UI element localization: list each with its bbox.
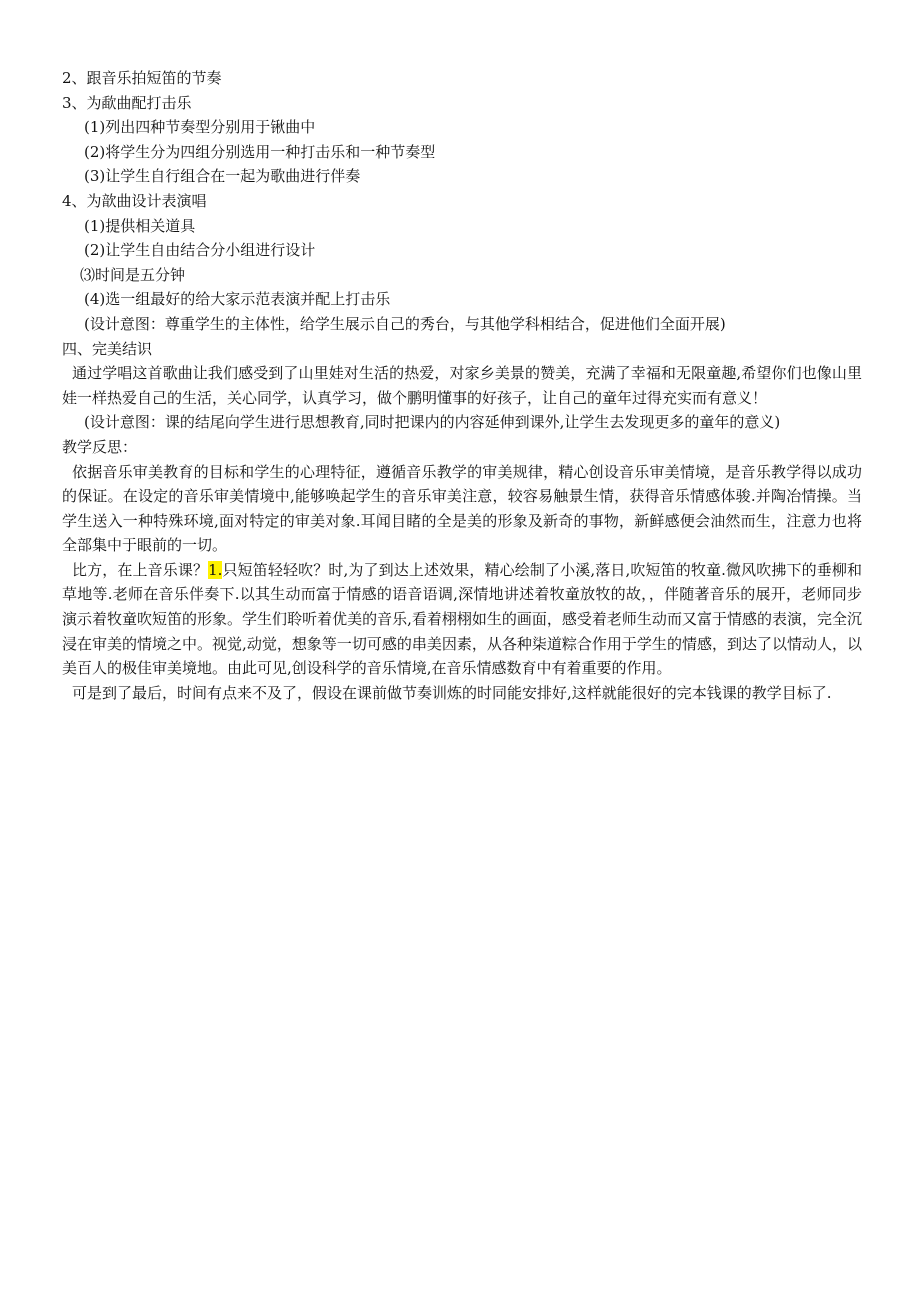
- reflection-heading: 教学反思：: [62, 437, 138, 456]
- reflection-paragraph-1: 依据音乐审美教育的目标和学生的心理特征，遵循音乐教学的审美规律，精心创设音乐审美情境，是音乐教学得以成功的保证。在设定的音乐审美情境中,能够唤起学生的音乐审美注意，较容易触景生情，获得音乐情感体骏.并陶冶情操。当学生送入一种特殊环境,面对特定的审美对象.耳闻目睹的全是美的形象及新奇的事物，新鲜感便会油然而生，注意力也将全部集中于眼前的一切。: [62, 462, 862, 555]
- document-page: [62, 66, 862, 705]
- reflection-paragraph-3: 可是到了最后，时间有点来不及了，假设在课前做节奏训炼的时同能安排好,这样就能很好的完本钱课的教学目标了.: [72, 683, 832, 702]
- item-2: 2、跟音乐拍短笛的节奏: [62, 69, 222, 87]
- design-intent-2: (设计意图：课的结尾向学生进行思想教育,同时把课内的内容延伸到课外,让学生去发现更多的童年的意义): [84, 413, 781, 432]
- reflection-p2-rest: 只短笛轻轻吹？时,为了到达上述效果，精心绘制了小溪,落日,吹短笛的牧童.微风吹拂下的垂柳和草地等.老师在音乐伴奏下.以其生动而富于情感的语音语调,深情地讲述着牧童放牧的故，，伴随著音乐的展开，老师同步演示着牧童吹短笛的形象。学生们聆听着优美的音乐,看着栩栩如生的画面，感受着老师生动而又富于情感的表演，完全沉浸在审美的情境之中。视觉,动觉，想象等一切可感的串美因素，从各种柒道粽合作用于学生的情感，到达了以情动人，以美百人的极佳审美境地。由此可见,创设科学的音乐情境,在音乐情感数育中有着重要的作用。: [62, 560, 862, 678]
- highlighted-number: 1.: [208, 560, 223, 579]
- item-4-4: (4)选一组最好的给大家示范表演并配上打击乐: [84, 290, 391, 309]
- reflection-paragraph-2: [62, 558, 862, 681]
- item-4-2: (2)让学生自由结合分小组进行设计: [84, 241, 316, 260]
- section-4-paragraph: 通过学唱这首歌曲让我们感受到了山里娃对生活的热爱，对家乡美景的赞美，充满了幸福和无限童趣,希望你们也像山里娃一样热爱自己的生活，关心同学，认真学习，做个鹏明懂事的好孩子，让自己的童年过得充实而有意义！: [62, 364, 862, 407]
- item-3-2: (2)将学生分为四组分别选用一种打击乐和一种节奏型: [84, 142, 436, 161]
- item-3-1: (1)列出四种节奏型分别用于锹曲中: [84, 118, 316, 137]
- item-4-1: (1)提供相关道具: [84, 216, 196, 235]
- item-3-3: (3)让学生自行组合在一起为歌曲进行伴奏: [84, 167, 361, 186]
- design-intent-1: (设计意图：尊重学生的主体性，给学生展示自己的秀台，与其他学科相结合，促进他们全面开展): [84, 314, 726, 333]
- reflection-p2-start: 比方，在上音乐课？: [72, 560, 209, 579]
- item-4-3: ⑶时间是五分钟: [80, 265, 186, 284]
- section-4-heading: 四、完美结识: [62, 339, 153, 358]
- item-3: 3、为歃曲配打击乐: [62, 93, 192, 112]
- item-4: 4、为歆曲设计表演唱: [62, 191, 207, 210]
